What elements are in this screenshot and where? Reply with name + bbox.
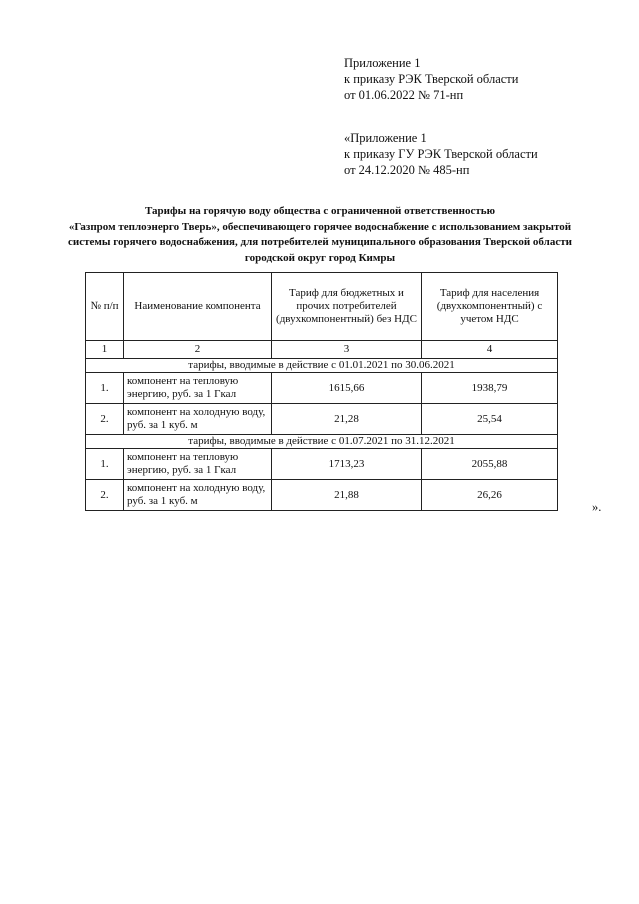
period-row	[86, 435, 558, 449]
row-population-value: 25,54	[422, 404, 558, 435]
period-label: тарифы, вводимые в действие с 01.07.2021 по 31.12.2021	[86, 435, 558, 449]
table-row	[86, 449, 558, 480]
row-population-value: 2055,88	[422, 449, 558, 480]
row-budget-value: 21,88	[272, 480, 422, 511]
row-number: 1.	[86, 373, 124, 404]
column-number: 4	[422, 341, 558, 359]
column-number: 3	[272, 341, 422, 359]
appendix-previous	[344, 130, 538, 178]
tariff-table	[85, 272, 558, 511]
row-number: 2.	[86, 404, 124, 435]
column-number: 2	[124, 341, 272, 359]
closing-quote-mark: ».	[592, 500, 602, 514]
column-number: 1	[86, 341, 124, 359]
appendix-current-line2: к приказу РЭК Тверской области	[344, 72, 519, 86]
table-row	[86, 404, 558, 435]
row-budget-value: 21,28	[272, 404, 422, 435]
table-row	[86, 480, 558, 511]
document-title	[40, 204, 600, 266]
row-budget-value: 1713,23	[272, 449, 422, 480]
appendix-previous-line2: к приказу ГУ РЭК Тверской области	[344, 147, 538, 161]
row-population-value: 26,26	[422, 480, 558, 511]
title-line1: Тарифы на горячую воду общества с ограниченной ответственностью	[144, 205, 496, 217]
appendix-previous-line1: «Приложение 1	[344, 131, 427, 145]
header-number: № п/п	[86, 273, 124, 341]
appendix-current-line1: Приложение 1	[344, 56, 421, 70]
period-row	[86, 359, 558, 373]
header-population-tariff: Тариф для населения (двухкомпонентный) с учетом НДС	[422, 273, 558, 341]
row-component: компонент на тепловую энергию, руб. за 1 Гкал	[124, 449, 272, 480]
appendix-current	[344, 55, 518, 103]
title-line4: городской округ город Кимры	[244, 251, 396, 264]
column-number-row	[86, 341, 558, 359]
row-component: компонент на холодную воду, руб. за 1 куб. м	[124, 404, 272, 435]
row-budget-value: 1615,66	[272, 373, 422, 404]
row-number: 1.	[86, 449, 124, 480]
table-row	[86, 373, 558, 404]
row-population-value: 1938,79	[422, 373, 558, 404]
appendix-previous-line3: от 24.12.2020 № 485-нп	[344, 163, 470, 177]
header-budget-tariff: Тариф для бюджетных и прочих потребителей (двухкомпонентный) без НДС	[272, 273, 422, 341]
title-line3: системы горячего водоснабжения, для потребителей муниципального образования Тверской области	[68, 236, 572, 248]
period-label: тарифы, вводимые в действие с 01.01.2021 по 30.06.2021	[86, 359, 558, 373]
table-header-row	[86, 273, 558, 341]
header-component: Наименование компонента	[124, 273, 272, 341]
appendix-current-line3: от 01.06.2022 № 71-нп	[344, 88, 464, 102]
row-number: 2.	[86, 480, 124, 511]
row-component: компонент на холодную воду, руб. за 1 куб. м	[124, 480, 272, 511]
title-line2: «Газпром теплоэнерго Тверь», обеспечивающего горячее водоснабжение с использованием закрытой	[68, 220, 572, 233]
row-component: компонент на тепловую энергию, руб. за 1 Гкал	[124, 373, 272, 404]
